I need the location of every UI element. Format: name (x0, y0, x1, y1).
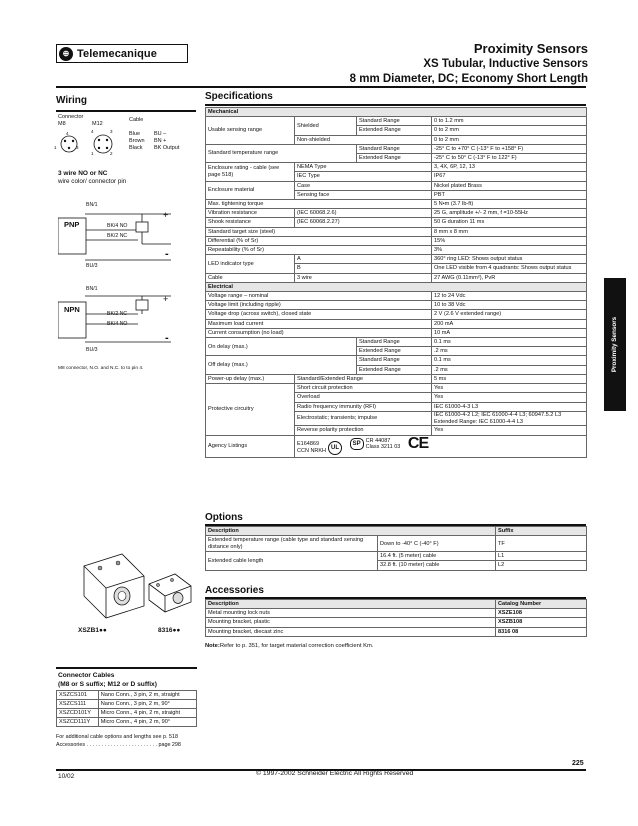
cable-label: Cable (129, 117, 144, 123)
npn-bk-no-label: BK/4 NO (107, 321, 128, 327)
spec-voltage-drop: Voltage drop (across switch), closed state (206, 310, 432, 319)
option-cable-10m-suffix: L2 (496, 561, 587, 570)
spec-max-load-value: 200 mA (432, 319, 587, 328)
cable-options-note: For additional cable options and lengths see p. 518 (56, 734, 178, 740)
option-cable-5m-suffix: L1 (496, 552, 587, 561)
pnp-bn-label: BN/1 (86, 202, 98, 208)
m12-pin-2: 2 (110, 151, 113, 156)
spec-extended-range: Extended Range (357, 126, 432, 135)
spec-on-delay-extended: Extended Range (357, 347, 432, 356)
spec-protective-circuitry: Protective circuitry (206, 384, 295, 435)
spec-shock-value: 50 G duration 11 ms (432, 218, 587, 227)
spec-case-value: Nickel plated Brass (432, 181, 587, 190)
spec-short-circuit: Short circuit protection (295, 384, 432, 393)
npn-bn-label: BN/1 (86, 286, 98, 292)
m8-pin-3: 3 (76, 145, 79, 150)
spec-sensing-face-value: PBT (432, 190, 587, 199)
spec-on-delay-ext-value: .2 ms (432, 347, 587, 356)
spec-agency-marks (295, 435, 587, 457)
m12-label: M12 (92, 121, 103, 127)
spec-shock: Shook resistance (206, 218, 295, 227)
spec-standard-temperature-range: Standard temperature range (206, 144, 357, 162)
cable-desc-3: Micro Conn., 4 pin, 2 m, straight (98, 709, 196, 718)
spec-enclosure-material: Enclosure material (206, 181, 295, 199)
options-table (205, 526, 587, 571)
cable-desc-1: Nano Conn., 3 pin, 2 m, straight (98, 691, 196, 700)
connector-cables-subtitle: (M8 or S suffix; M12 or D suffix) (58, 681, 157, 688)
specifications-rule (205, 104, 586, 106)
accessory-lock-nuts: Metal mounting lock nuts (206, 609, 496, 618)
electrical-header: Electrical (206, 282, 587, 291)
header-divider (56, 86, 586, 88)
spec-repeatability-value: 3% (432, 246, 587, 255)
page-title: Proximity Sensors (473, 41, 588, 56)
accessory-bracket-plastic-cat: XSZB108 (496, 618, 587, 627)
spec-shock-standard: (IEC 60068.2.27) (295, 218, 432, 227)
m8-pin-1: 1 (54, 145, 57, 150)
specifications-heading: Specifications (205, 91, 273, 102)
spec-on-delay-standard: Standard Range (357, 338, 432, 347)
accessory-bracket-zinc: Mounting bracket, diecast zinc (206, 627, 496, 636)
m8-pin-4: 4 (66, 131, 69, 136)
brand-name: Telemecanique (77, 47, 157, 60)
accessories-col-catalog: Catalog Number (496, 600, 587, 609)
spec-differential: Differential (% of Sr) (206, 236, 432, 245)
connector-cables-table (56, 690, 197, 727)
specifications-table (205, 107, 587, 458)
m8-label: M8 (58, 121, 66, 127)
spec-usable-sensing-range: Usable sensing range (206, 117, 295, 145)
ul-mark-icon: UL (328, 441, 342, 455)
pnp-bu-label: BU/3 (86, 263, 98, 269)
zinc-bracket-illustration (145, 570, 195, 618)
cable-part-2: XSZCS111 (57, 700, 99, 709)
m12-pin-1: 1 (91, 151, 94, 156)
npn-minus-sign: - (165, 332, 169, 344)
pnp-plus-sign: + (163, 210, 169, 220)
spec-powerup-value: 5 ms (432, 374, 587, 383)
zinc-bracket-label: 8316●● (158, 627, 181, 634)
spec-temp-ext-value: -25° C to 50° C (-13° F to 122° F) (432, 154, 587, 163)
spec-iec-type: IEC Type (295, 172, 432, 181)
cable-desc-2: Nano Conn., 3 pin, 2 m, 90° (98, 700, 196, 709)
plastic-bracket-illustration (78, 548, 150, 624)
spec-off-delay: Off delay (max.) (206, 356, 357, 374)
csa-mark-icon: SP (350, 438, 364, 450)
pnp-bk-no-label: BK/4 NO (107, 223, 128, 229)
accessory-lock-nuts-cat: XSZE108 (496, 609, 587, 618)
spec-max-tightening-value: 5 N•m (3.7 lb-ft) (432, 200, 587, 209)
spec-usr-ext-value: 0 to 2 mm (432, 126, 587, 135)
spec-powerup: Power-up delay (max.) (206, 374, 295, 383)
accessories-heading: Accessories (205, 585, 264, 596)
cable-part-1: XSZCS101 (57, 691, 99, 700)
spec-temp-standard-range: Standard Range (357, 144, 432, 153)
wiring-heading: Wiring (56, 95, 88, 106)
accessory-bracket-plastic: Mounting bracket, plastic (206, 618, 496, 627)
accessories-col-description: Description (206, 600, 496, 609)
npn-wiring-diagram (58, 290, 176, 350)
csa-code: Class 3211 03 (365, 444, 401, 450)
spec-target-size-value: 8 mm x 8 mm (432, 227, 587, 236)
spec-temp-extended-range: Extended Range (357, 154, 432, 163)
spec-shielded: Shielded (295, 117, 357, 135)
cable-signal-bk: BK Output (154, 145, 180, 151)
spec-reverse-polarity-value: Yes (432, 426, 587, 435)
csa-listing (350, 438, 401, 451)
spec-enclosure-rating: Enclosure rating - cable (see page 518) (206, 163, 295, 181)
option-ext-temp: Extended temperature range (cable type and standard sensing distance only) (206, 536, 378, 552)
spec-vibration-value: 25 G, amplitude +/- 2 mm, f =10-55Hz (432, 209, 587, 218)
spec-max-load: Maximum load current (206, 319, 432, 328)
spec-iec-value: IP67 (432, 172, 587, 181)
spec-off-delay-extended: Extended Range (357, 365, 432, 374)
spec-case: Case (295, 181, 432, 190)
page-number: 225 (572, 760, 584, 767)
connector-label: Connector (58, 114, 84, 120)
spec-max-tightening: Max. tightening torque (206, 200, 432, 209)
cable-part-4: XSZCD111Y (57, 718, 99, 727)
npn-bu-label: BU/3 (86, 347, 98, 353)
option-cable-10m: 32.8 ft. (10 meter) cable (378, 561, 496, 570)
spec-target-size: Standard target size (steel) (206, 227, 432, 236)
spec-rfi: Radio frequency immunity (RFI) (295, 402, 432, 411)
options-heading: Options (205, 512, 243, 523)
spec-non-shielded: Non-shielded (295, 135, 432, 144)
option-ext-temp-suffix: TF (496, 536, 587, 552)
wiring-rule (56, 110, 196, 112)
accessories-note (205, 643, 373, 649)
page-subtitle-2: 8 mm Diameter, DC; Economy Short Length (349, 73, 588, 85)
spec-led-a: A (295, 255, 432, 264)
spec-voltage-nominal: Voltage range – nominal (206, 292, 432, 301)
spec-led-a-value: 360° ring LED: Shows output status (432, 255, 587, 264)
spec-differential-value: 15% (432, 236, 587, 245)
cable-signal-bu: BU – (154, 131, 167, 137)
spec-voltage-drop-value: 2 V (2.6 V extended range) (432, 310, 587, 319)
cable-color-black: Black (129, 145, 143, 151)
pnp-bk-nc-label: BK/2 NC (107, 233, 128, 239)
spec-on-delay: On delay (max.) (206, 338, 357, 356)
spec-vibration-standard: (IEC 60068.2.6) (295, 209, 432, 218)
wiring-mode-subtitle: wire color/ connector pin (58, 178, 127, 185)
options-col-suffix: Suffix (496, 527, 587, 536)
cable-signal-bn: BN + (154, 138, 167, 144)
page-titles (350, 41, 588, 87)
spec-led-indicator: LED indicator type (206, 255, 295, 273)
ce-mark-icon: CE (407, 435, 429, 452)
spec-consumption-value: 10 mA (432, 328, 587, 337)
accessories-table (205, 599, 587, 637)
wiring-mode-title: 3 wire NO or NC (58, 170, 108, 177)
spec-voltage-limit-value: 10 to 38 Vdc (432, 301, 587, 310)
spec-overload: Overload (295, 393, 432, 402)
spec-cable-wires: 3 wire (295, 273, 432, 282)
npn-bk-nc-label: BK/2 NC (107, 311, 128, 317)
cable-color-blue: Blue (129, 131, 141, 137)
footer-date: 10/02 (58, 773, 75, 780)
spec-cable: Cable (206, 273, 295, 282)
spec-nema-type: NEMA Type (295, 163, 432, 172)
spec-sensing-face: Sensing face (295, 190, 432, 199)
pnp-minus-sign: - (165, 248, 169, 260)
spec-off-delay-ext-value: .2 ms (432, 365, 587, 374)
npn-label: NPN (64, 305, 80, 314)
mechanical-header: Mechanical (206, 108, 587, 117)
plastic-bracket-label: XSZB1●● (78, 627, 107, 634)
connector-cables-title: Connector Cables (58, 672, 115, 679)
ul-code: CCN NRKH (297, 447, 327, 454)
side-tab-label: Proximity Sensors (611, 316, 619, 373)
spec-off-delay-standard: Standard Range (357, 356, 432, 365)
note-text: Refer to p. 351, for target material correction coefficient Km. (219, 643, 374, 649)
telemecanique-logo-icon: ⊕ (59, 47, 73, 61)
spec-short-circuit-value: Yes (432, 384, 587, 393)
accessory-bracket-zinc-cat: 8316 08 (496, 627, 587, 636)
footer-copyright: © 1997-2002 Schneider Electric All Rights Reserved (256, 770, 414, 777)
connector-cables-rule (56, 667, 197, 669)
m12-pin-4: 4 (91, 129, 94, 134)
ul-number: E164869 (297, 441, 320, 447)
spec-off-delay-std-value: 0.1 ms (432, 356, 587, 365)
page-subtitle-1: XS Tubular, Inductive Sensors (423, 58, 588, 70)
spec-usr-std-value: 0 to 1.2 mm (432, 117, 587, 126)
npn-plus-sign: + (163, 294, 169, 304)
m12-pin-3: 3 (110, 129, 113, 134)
brand-logo (56, 44, 188, 63)
spec-rfi-value: IEC 61000-4-3 L3 (432, 402, 587, 411)
spec-overload-value: Yes (432, 393, 587, 402)
cable-color-brown: Brown (129, 138, 145, 144)
spec-voltage-nominal-value: 12 to 24 Vdc (432, 292, 587, 301)
options-col-description: Description (206, 527, 496, 536)
note-label: Note: (205, 643, 220, 649)
spec-powerup-range: Standard/Extended Range (295, 374, 432, 383)
ul-listing (297, 441, 342, 455)
spec-led-b-value: One LED visible from 4 quadrants: Shows output status (432, 264, 587, 273)
spec-electrostatic: Electrostatic; transients; impulse (295, 411, 432, 426)
spec-led-b: B (295, 264, 432, 273)
spec-cable-value: 27 AWG (0.11mm²), PvR (432, 273, 587, 282)
spec-agency-listings: Agency Listings (206, 435, 295, 457)
option-cable-5m: 16.4 ft. (5 meter) cable (378, 552, 496, 561)
spec-reverse-polarity: Reverse polarity protection (295, 426, 432, 435)
side-tab (604, 278, 626, 411)
cable-desc-4: Micro Conn., 4 pin, 2 m, 90° (98, 718, 196, 727)
spec-electrostatic-value: IEC 61000-4-2 L2; IEC 61000-4-4 L3; 60947.5.2 L3 Extended Range: IEC 61000-4-4 L3 (432, 411, 587, 426)
spec-on-delay-std-value: 0.1 ms (432, 338, 587, 347)
option-ext-cable: Extended cable length (206, 552, 378, 570)
spec-temp-std-value: -25° C to +70° C (-13° F to +158° F) (432, 144, 587, 153)
option-ext-temp-detail: Down to -40° C (-40° F) (378, 536, 496, 552)
spec-standard-range: Standard Range (357, 117, 432, 126)
wiring-note: M8 connector, N.O. and N.C. to to pin 4. (58, 366, 144, 371)
spec-consumption: Current consumption (no load) (206, 328, 432, 337)
csa-number: CR 44087 (365, 437, 391, 444)
pnp-label: PNP (64, 220, 80, 229)
spec-vibration: Vibration resistance (206, 209, 295, 218)
spec-nema-value: 3, 4X, 6P, 12, 13 (432, 163, 587, 172)
spec-repeatability: Repeatability (% of Sr) (206, 246, 432, 255)
spec-voltage-limit: Voltage limit (including ripple) (206, 301, 432, 310)
accessories-page-note: Accessories . . . . . . . . . . . . . . . . . . . . . . . . page 298 (56, 742, 181, 748)
cable-part-3: XSZCD101Y (57, 709, 99, 718)
spec-usr-ns-value: 0 to 2 mm (432, 135, 587, 144)
